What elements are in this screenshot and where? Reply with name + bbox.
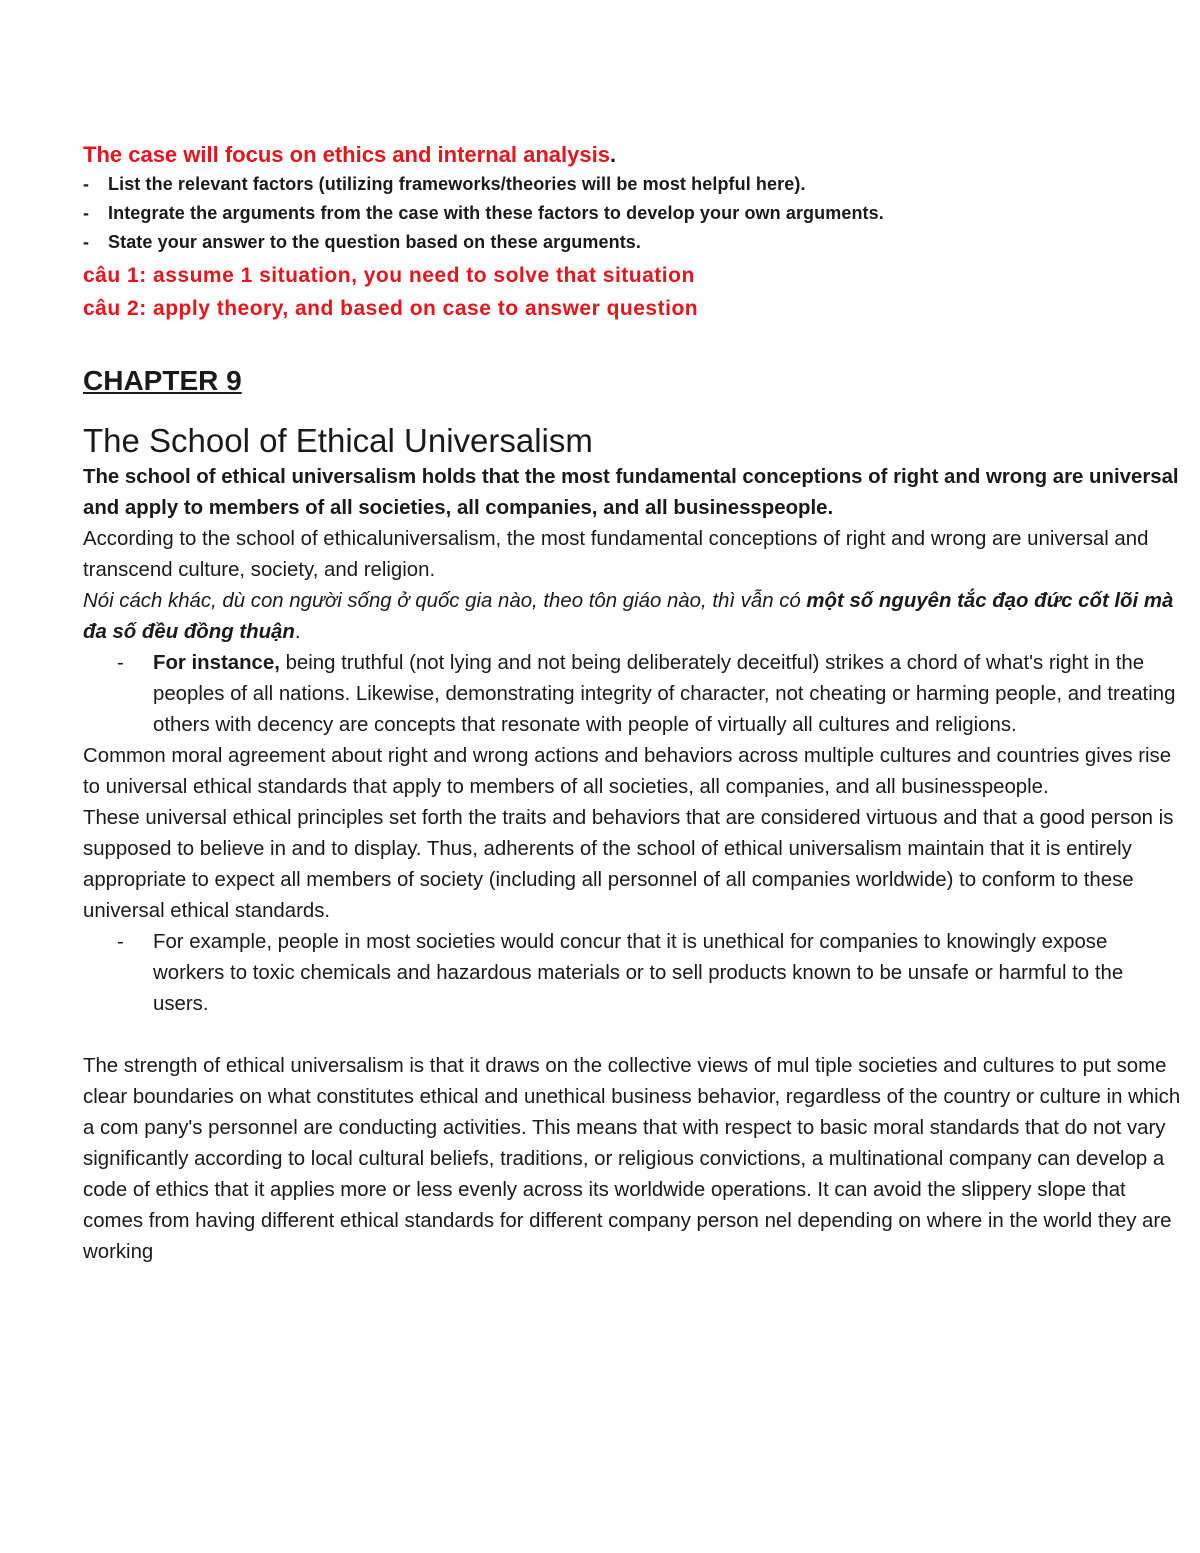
paragraph: The strength of ethical universalism is that it draws on the collective views of mul tiple societies and cultures to put some clear boundaries on what constitutes ethical and unethical business behavior, regardless of the country or culture in which a com pany's personnel are conducting activities. This means that with respect to basic moral standards that do not vary significantly according to local cultural beliefs, traditions, or religious convictions, a multinational company can develop a code of ethics that it applies more or less evenly across its worldwide operations. It can avoid the slippery slope that comes from having different ethical standards for different company person nel depending on where in the world they are working — [83, 1055, 1181, 1263]
paragraph: According to the school of ethicaluniversalism, the most fundamental conceptions of right and wrong are universal and transcend culture, society, and religion. — [83, 528, 1149, 581]
section-title: The School of Ethical Universalism — [83, 422, 593, 459]
paragraph: These universal ethical principles set forth the traits and behaviors that are considered virtuous and that a good person is supposed to believe in and to display. Thus, adherents of the school of ethical universalism maintain that it is entirely appropriate to expect all members of society (including all personnel of all companies worldwide) to conform to these universal ethical standards. — [83, 807, 1174, 922]
list-item: - List the relevant factors (utilizing frameworks/theories will be most helpful here). — [83, 174, 806, 194]
question-2: câu 2: apply theory, and based on case to answer question — [83, 297, 699, 320]
list-item: - Integrate the arguments from the case with these factors to develop your own arguments. — [83, 203, 884, 223]
bullet-item: - For instance, being truthful (not lying and not being deliberately deceitful) strikes a chord of what's right in the peoples of all nations. Likewise, demonstrating integrity of character, not cheating or harming people, and treating others with decency are concepts that resonate with people of virtually all cultures and religions. — [117, 652, 1176, 736]
list-item: - State your answer to the question based on these arguments. — [83, 232, 642, 252]
paragraph: Common moral agreement about right and wrong actions and behaviors across multiple cultures and countries gives rise to universal ethical standards that apply to members of all societies, all companies, and all businesspeople. — [83, 745, 1172, 798]
bullet-item: - For example, people in most societies would concur that it is unethical for companies to knowingly expose workers to toxic chemicals and hazardous materials or to sell products known to be unsafe or harmful to the users. — [117, 931, 1124, 1015]
chapter-heading: CHAPTER 9 — [83, 365, 242, 396]
vietnamese-note: Nói cách khác, dù con người sống ở quốc gia nào, theo tôn giáo nào, thì vẫn có một số nguyên tắc đạo đức cốt lõi mà đa số đều đồng thuận. — [83, 590, 1174, 643]
intro-heading: The case will focus on ethics and internal analysis. — [83, 142, 617, 167]
document-page — [83, 140, 1183, 1268]
lead-paragraph: The school of ethical universalism holds that the most fundamental conceptions of right and wrong are universal and apply to members of all societies, all companies, and all businesspeople. — [83, 466, 1179, 519]
question-1: câu 1: assume 1 situation, you need to solve that situation — [83, 264, 695, 287]
